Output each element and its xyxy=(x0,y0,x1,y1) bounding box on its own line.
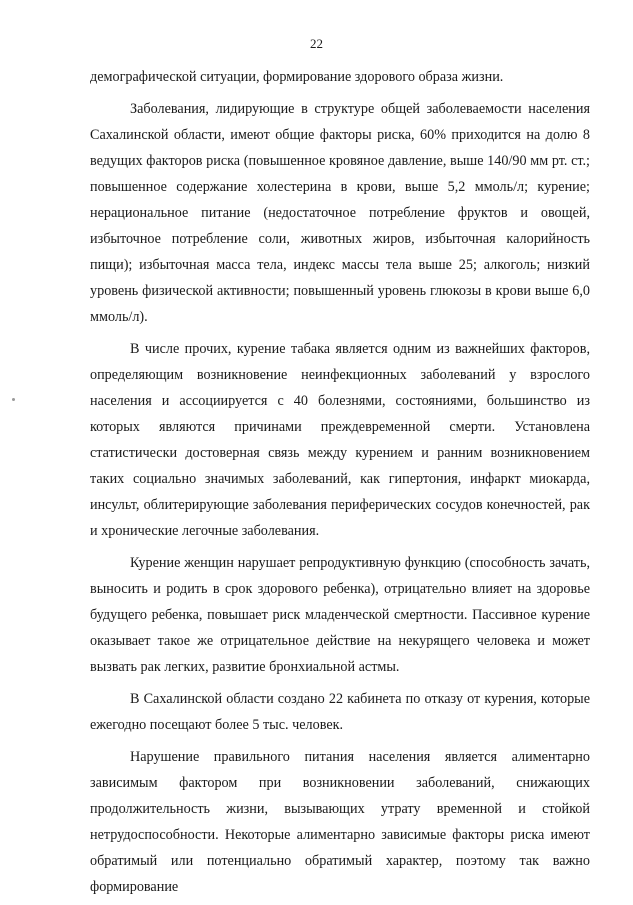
document-body xyxy=(90,64,590,900)
paragraph-smoking: В числе прочих, курение табака является одним из важнейших факторов, определяющим возникновение неинфекционных заболеваний у взрослого населения и ассоциируется с 40 болезнями, состояниями, большинство из которых являются причинами преждевременной смерти. Установлена статистически достоверная связь между курением и ранним возникновением таких социально значимых заболеваний, как гипертония, инфаркт миокарда, инсульт, облитерирующие заболевания периферических сосудов конечностей, рак и хронические легочные заболевания. xyxy=(90,341,590,539)
paragraph-cessation-offices: В Сахалинской области создано 22 кабинета по отказу от курения, которые ежегодно посещают более 5 тыс. человек. xyxy=(90,691,590,733)
paragraph-risk-factors: Заболевания, лидирующие в структуре общей заболеваемости населения Сахалинской области, имеют общие факторы риска, 60% приходится на долю 8 ведущих факторов риска (повышенное кровяное давление, выше 140/90 мм рт. ст.; повышенное содержание холестерина в крови, выше 5,2 ммоль/л; курение; нерациональное питание (недостаточное потребление фруктов и овощей, избыточное потребление соли, животных жиров, избыточная калорийность пищи); избыточная масса тела, индекс массы тела выше 25; алкоголь; низкий уровень физической активности; повышенный уровень глюкозы в крови выше 6,0 ммоль/л). xyxy=(90,101,590,325)
paragraph-women-smoking: Курение женщин нарушает репродуктивную функцию (способность зачать, выносить и родить в срок здорового ребенка), отрицательно влияет на здоровье будущего ребенка, повышает риск младенческой смертности. Пассивное курение оказывает такое же отрицательное действие на некурящего человека и может вызвать рак легких, развитие бронхиальной астмы. xyxy=(90,555,590,675)
page-number: 22 xyxy=(310,36,323,51)
paragraph-continuation: демографической ситуации, формирование здорового образа жизни. xyxy=(90,69,504,85)
paragraph-nutrition: Нарушение правильного питания населения является алиментарно зависимым фактором при возникновении заболеваний, снижающих продолжительность жизни, вызывающих утрату временной и стойкой нетрудоспособности. Некоторые алиментарно зависимые факторы риска имеют обратимый или потенциально обратимый характер, поэтому так важно формирование xyxy=(90,749,590,895)
scan-mark xyxy=(12,398,15,401)
